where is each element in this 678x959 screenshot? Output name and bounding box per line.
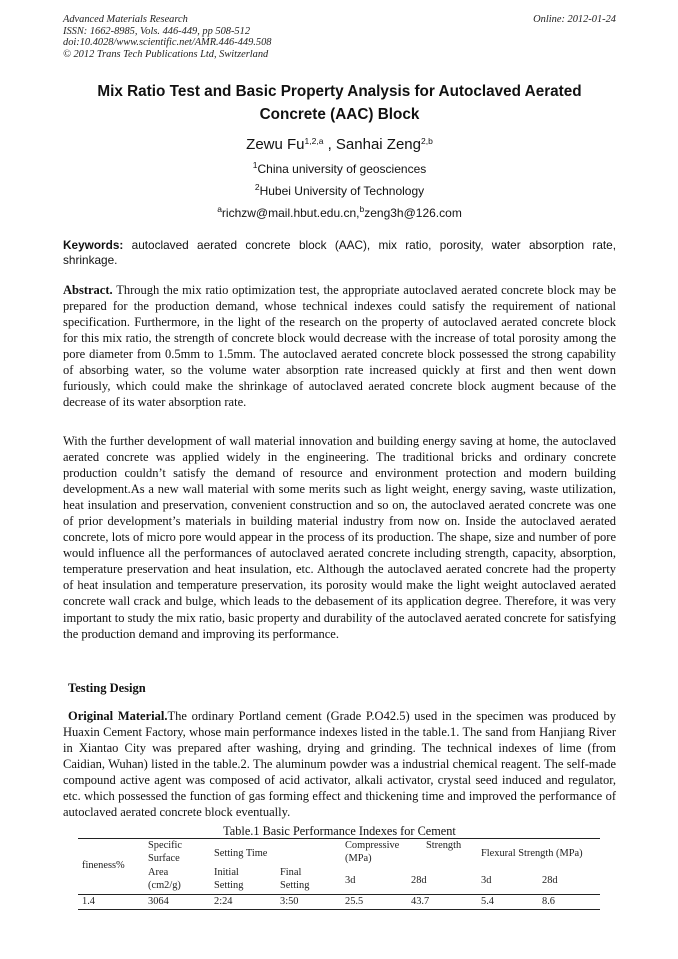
table-cell: 3064 <box>148 896 169 907</box>
abstract-label: Abstract. <box>63 283 113 297</box>
header-compressive-3d: 3d <box>345 875 356 886</box>
header-final-line1: Final <box>280 867 302 878</box>
table-bottom-rule <box>78 909 600 910</box>
header-flexural: Flexural Strength (MPa) <box>481 848 583 859</box>
keywords <box>63 238 616 267</box>
table-top-rule <box>78 838 600 839</box>
journal-name: Advanced Materials Research <box>63 14 188 25</box>
paper-title <box>63 80 616 126</box>
table-cell: 5.4 <box>481 896 494 907</box>
header-initial-line2: Setting <box>214 880 244 891</box>
header-compressive-strength: Strength <box>426 840 462 851</box>
header-ssa-line4: (cm2/g) <box>148 880 181 891</box>
issn-line: ISSN: 1662-8985, Vols. 446-449, pp 508-512 <box>63 25 251 37</box>
header-ssa-line2: Surface <box>148 853 180 864</box>
header-ssa-line1: Specific <box>148 840 183 851</box>
table-cell: 3:50 <box>280 896 299 907</box>
author-list <box>63 135 616 155</box>
abstract-text: Through the mix ratio optimization test, the appropriate autoclaved aerated concrete block may be prepared for the production demand, whose technical indexes could satisfy the requirement of national specification. Furthermore, in the light of the research on the property of autoclaved aerated concrete block for this mix ratio, the strength of concrete block would decrease with the increase of total porosity among the pore diameter from 0.5mm to 1.5mm. The autoclaved aerated concrete block possessed the strong capability of absorbing water, so the volume water absorption rate increased quickly at first and then went down furiously, which could make the shrinkage of autoclaved aerated concrete block augment because of the decrease of its water absorption rate. <box>63 283 616 410</box>
table-caption: Table.1 Basic Performance Indexes for Cement <box>223 824 456 838</box>
online-date: Online: 2012-01-24 <box>533 14 616 25</box>
header-compressive-line2: (MPa) <box>345 853 372 864</box>
email-link[interactable]: zeng3h@126.com <box>364 206 462 220</box>
original-material-paragraph <box>63 708 616 820</box>
title-line-2: Concrete (AAC) Block <box>259 106 420 123</box>
affiliation-2: $^2$Hubei University of Technology <box>254 182 425 198</box>
header-compressive-28d: 28d <box>411 875 427 886</box>
title-line-1: Mix Ratio Test and Basic Property Analysis for Autoclaved Aerated <box>97 83 582 100</box>
header-setting-time: Setting Time <box>214 848 268 859</box>
email-link[interactable]: richzw@mail.hbut.edu.cn, <box>221 206 360 220</box>
header-final-line2: Setting <box>280 880 310 891</box>
table-cell: 1.4 <box>82 896 95 907</box>
keywords-label: Keywords: <box>63 238 124 252</box>
author-name: , Sanhai Zeng <box>327 136 421 153</box>
author-affiliation-mark: 2,b <box>421 136 433 146</box>
intro-paragraph: With the further development of wall material innovation and building energy saving at home, the autoclaved aerated concrete was applied widely in the engineering. The traditional bricks and ordinary concrete production couldn’t satisfy the demand of resource and environment protection and modern building development.As a new wall material with some merits such as light weight, energy saving, waste utilization, heat insulation and preservation, convenient construction and so on, the autoclaved aerated concrete was one of prior development’s materials in building material industry from now on. Inside the autoclaved aerated concrete, lots of micro pore would appear in the process of its production. The shape, size and number of pore would influence all the performances of autoclaved aerated concrete including strength, capacity, absorption, temperature preservation and heat insulation, etc. Although the autoclaved aerated concrete had the property of heat insulation and temperature preservation, its porosity would make the light weight autoclaved aerated concrete wall crack and bulge, which leads to the debasement of its application degree. Therefore, it was very important to study the mix ratio, basic property and durability of the autoclaved aerated concrete for satisfying the production demand and improving its performance. <box>63 434 616 641</box>
table-cell: 2:24 <box>214 896 233 907</box>
running-header <box>63 14 616 60</box>
original-material-label: Original Material. <box>68 709 168 723</box>
table-cell: 8.6 <box>542 896 555 907</box>
copyright-line: © 2012 Trans Tech Publications Ltd, Switzerland <box>63 48 269 60</box>
table-header-rule <box>78 894 600 895</box>
header-flexural-3d: 3d <box>481 875 492 886</box>
header-ssa-line3: Area <box>148 867 169 878</box>
header-flexural-28d: 28d <box>542 875 558 886</box>
original-material-text: The ordinary Portland cement (Grade P.O42.5) used in the specimen was produced by Huaxin Cement Factory, whose main performance indexes listed in the table.1. The sand from Hanjiang River in Xiantao City was prepared after washing, drying and grinding. The technical indexes of lime (from Caidian, Wuhan) listed in the table.2. The aluminum powder was a industrial chemical reagent. The self-made compound active agent was composed of acid activator, alkali activator, crystal seed induced and regulator, etc. which possessed the function of gas forming effect and thickening time and improved the performance of autoclaved aerated concrete block eventually. <box>63 709 616 820</box>
author-name: Zewu Fu <box>246 136 305 153</box>
section-heading: Testing Design <box>68 681 146 695</box>
author-affiliation-mark: 1,2,a <box>304 136 324 146</box>
header-fineness: fineness% <box>82 860 125 871</box>
affiliation-1: $^1$China university of geosciences <box>252 160 427 176</box>
table-cell: 43.7 <box>411 896 430 907</box>
author-emails: $^a$richzw@mail.hbut.edu.cn,$^b$zeng3h@126.com <box>217 204 462 220</box>
keywords-text: autoclaved aerated concrete block (AAC), mix ratio, porosity, water absorption rate, shrinkage. <box>63 238 616 267</box>
doi-line: doi:10.4028/www.scientific.net/AMR.446-449.508 <box>63 37 272 48</box>
header-compressive-line1: Compressive <box>345 840 400 851</box>
table-cell: 25.5 <box>345 896 364 907</box>
abstract <box>63 282 616 410</box>
header-initial-line1: Initial <box>214 867 239 878</box>
